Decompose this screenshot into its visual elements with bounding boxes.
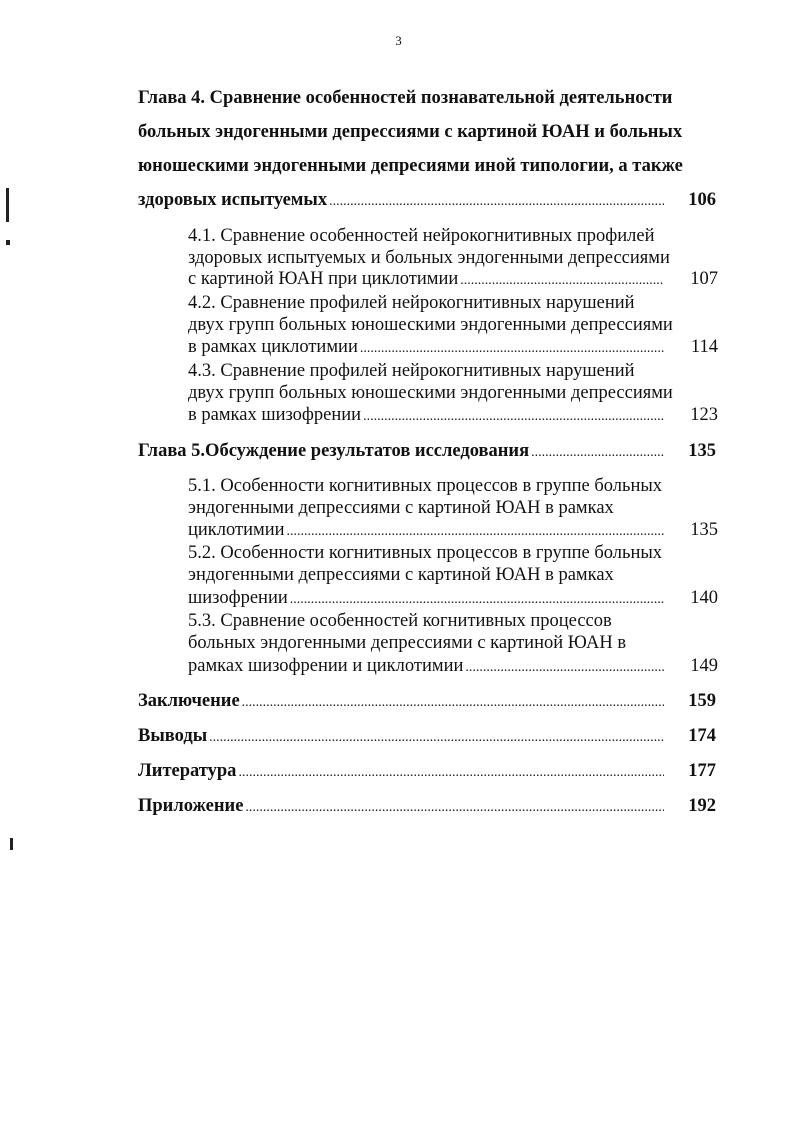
- section-5-3-title-line: больных эндогенными депрессиями с картиной ЮАН в: [188, 633, 627, 653]
- section-5-1-title-line: 5.1. Особенности когнитивных процессов в группе больных: [188, 476, 663, 496]
- section-4-3-title-line: двух групп больных юношескими эндогенными депрессиями: [188, 383, 673, 403]
- toc-entry-section-5-3[interactable]: [188, 655, 718, 679]
- dot-leader: [287, 521, 664, 543]
- toc-entry-title: с картиной ЮАН при циклотимии: [188, 269, 459, 289]
- section-4-1-title-line: здоровых испытуемых и больных эндогенными депрессиями: [188, 248, 670, 268]
- dot-leader: [209, 726, 664, 750]
- chapter-4-title-line: больных эндогенными депрессиями с картиной ЮАН и больных: [138, 122, 683, 142]
- dot-leader: [460, 270, 664, 292]
- section-4-1-title-line: 4.1. Сравнение особенностей нейрокогнитивных профилей: [188, 226, 655, 246]
- dot-leader: [329, 190, 664, 214]
- section-4-3-title-line: 4.3. Сравнение профилей нейрокогнитивных нарушений: [188, 361, 635, 381]
- section-5-1-title-line: эндогенными депрессиями с картиной ЮАН в рамках: [188, 498, 614, 518]
- chapter-4-title-line: юношескими эндогенными депресиями иной типологии, а также: [138, 156, 683, 176]
- section-4-2-title-line: двух групп больных юношескими эндогенными депрессиями: [188, 315, 673, 335]
- toc-page-number: 149: [690, 656, 718, 676]
- dot-leader: [465, 657, 664, 679]
- page-number: 3: [395, 33, 402, 48]
- toc-entry-section-5-2[interactable]: [188, 587, 718, 611]
- toc-page-number: 135: [690, 520, 718, 540]
- toc-entry-section-4-3[interactable]: [188, 404, 718, 428]
- toc-entry-title: шизофрении: [188, 588, 288, 608]
- toc-entry-title: Глава 5.Обсуждение результатов исследования: [138, 441, 530, 461]
- dot-leader: [245, 796, 664, 820]
- toc-entry-title: рамках шизофрении и циклотимии: [188, 656, 464, 676]
- dot-leader: [238, 761, 664, 785]
- toc-page-number: 135: [688, 441, 716, 461]
- toc-page-number: 177: [688, 761, 716, 781]
- toc-entry-conclusion[interactable]: [138, 689, 716, 715]
- toc-entry-section-4-2[interactable]: [188, 336, 718, 360]
- toc-entry-literature[interactable]: [138, 759, 716, 785]
- toc-entry-title: здоровых испытуемых: [138, 190, 328, 210]
- toc-entry-chapter-4[interactable]: [138, 188, 716, 214]
- dot-leader: [290, 589, 664, 611]
- dot-leader: [242, 691, 664, 715]
- toc-entry-title: в рамках циклотимии: [188, 337, 358, 357]
- section-5-2-title-line: эндогенными депрессиями с картиной ЮАН в рамках: [188, 565, 614, 585]
- toc-entry-findings[interactable]: [138, 724, 716, 750]
- toc-entry-title: Заключение: [138, 691, 240, 711]
- toc-page-number: 123: [690, 405, 718, 425]
- section-5-3-title-line: 5.3. Сравнение особенностей когнитивных процессов: [188, 611, 612, 631]
- toc-page-number: 107: [690, 269, 718, 289]
- toc-page-number: 140: [690, 588, 718, 608]
- toc-page-number: 159: [688, 691, 716, 711]
- dot-leader: [531, 441, 664, 465]
- toc-entry-title: Выводы: [138, 726, 208, 746]
- toc-entry-title: Литература: [138, 761, 237, 781]
- toc-entry-title: циклотимии: [188, 520, 285, 540]
- toc-entry-title: Приложение: [138, 796, 244, 816]
- toc-entry-section-5-1[interactable]: [188, 519, 718, 543]
- toc-entry-title: в рамках шизофрении: [188, 405, 362, 425]
- chapter-4-title-line: Глава 4. Сравнение особенностей познавательной деятельности: [138, 88, 673, 108]
- section-5-2-title-line: 5.2. Особенности когнитивных процессов в группе больных: [188, 543, 663, 563]
- toc-page-number: 106: [688, 190, 716, 210]
- toc-entry-section-4-1[interactable]: [188, 268, 718, 292]
- toc-entry-appendix[interactable]: [138, 794, 716, 820]
- toc-page-number: 114: [690, 337, 718, 357]
- toc-entry-chapter-5[interactable]: [138, 439, 716, 465]
- dot-leader: [363, 406, 664, 428]
- toc-page-number: 192: [688, 796, 716, 816]
- toc-page-number: 174: [688, 726, 716, 746]
- section-4-2-title-line: 4.2. Сравнение профилей нейрокогнитивных нарушений: [188, 293, 635, 313]
- dot-leader: [360, 338, 664, 360]
